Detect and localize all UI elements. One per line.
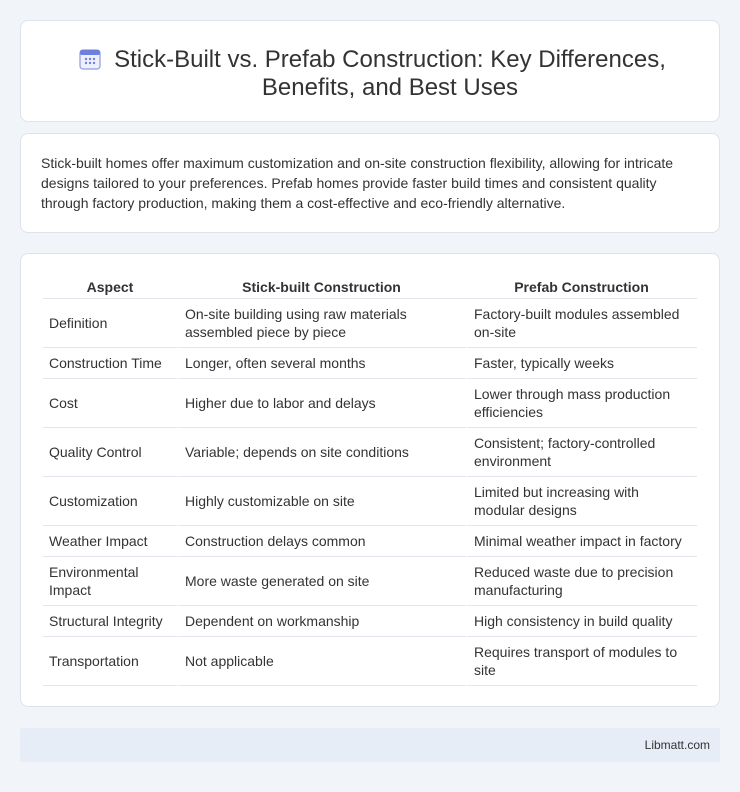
row-stick-built: Dependent on workmanship <box>177 606 466 637</box>
row-stick-built: Highly customizable on site <box>177 477 466 526</box>
row-prefab: Requires transport of modules to site <box>466 637 697 686</box>
title-card <box>20 20 720 122</box>
table-header-row <box>43 274 697 299</box>
table-row <box>43 557 697 606</box>
header-stick-built: Stick-built Construction <box>177 274 466 299</box>
row-prefab: Lower through mass production efficiencies <box>466 379 697 428</box>
row-aspect: Construction Time <box>43 348 177 379</box>
footer <box>20 728 720 762</box>
table-row <box>43 477 697 526</box>
row-aspect: Transportation <box>43 637 177 686</box>
row-aspect: Quality Control <box>43 428 177 477</box>
table-row <box>43 606 697 637</box>
row-prefab: Reduced waste due to precision manufacturing <box>466 557 697 606</box>
intro-card <box>20 133 720 233</box>
row-aspect: Definition <box>43 299 177 348</box>
row-prefab: Factory-built modules assembled on-site <box>466 299 697 348</box>
row-aspect: Customization <box>43 477 177 526</box>
comparison-table <box>43 274 697 686</box>
row-stick-built: Higher due to labor and delays <box>177 379 466 428</box>
row-prefab: Faster, typically weeks <box>466 348 697 379</box>
row-stick-built: Longer, often several months <box>177 348 466 379</box>
row-prefab: Consistent; factory-controlled environment <box>466 428 697 477</box>
row-stick-built: Construction delays common <box>177 526 466 557</box>
row-stick-built: Variable; depends on site conditions <box>177 428 466 477</box>
row-aspect: Environmental Impact <box>43 557 177 606</box>
row-prefab: Limited but increasing with modular designs <box>466 477 697 526</box>
header-aspect: Aspect <box>43 274 177 299</box>
intro-text: Stick-built homes offer maximum customization and on-site construction flexibility, allowing for intricate designs tailored to your preferences. Prefab homes provide faster build times and consistent quality through factory production, making them a cost-effective and eco-friendly alternative. <box>41 155 674 211</box>
comparison-table-card <box>20 253 720 707</box>
page-title: Stick-Built vs. Prefab Construction: Key Differences, Benefits, and Best Uses <box>114 46 666 101</box>
table-row <box>43 526 697 557</box>
table-row <box>43 348 697 379</box>
row-prefab: Minimal weather impact in factory <box>466 526 697 557</box>
row-aspect: Structural Integrity <box>43 606 177 637</box>
row-stick-built: Not applicable <box>177 637 466 686</box>
table-row <box>43 428 697 477</box>
header-prefab: Prefab Construction <box>466 274 697 299</box>
footer-site-link[interactable]: Libmatt.com <box>644 738 710 752</box>
row-stick-built: On-site building using raw materials assembled piece by piece <box>177 299 466 348</box>
row-aspect: Cost <box>43 379 177 428</box>
row-stick-built: More waste generated on site <box>177 557 466 606</box>
row-prefab: High consistency in build quality <box>466 606 697 637</box>
table-row <box>43 299 697 348</box>
row-aspect: Weather Impact <box>43 526 177 557</box>
table-row <box>43 379 697 428</box>
table-row <box>43 637 697 686</box>
